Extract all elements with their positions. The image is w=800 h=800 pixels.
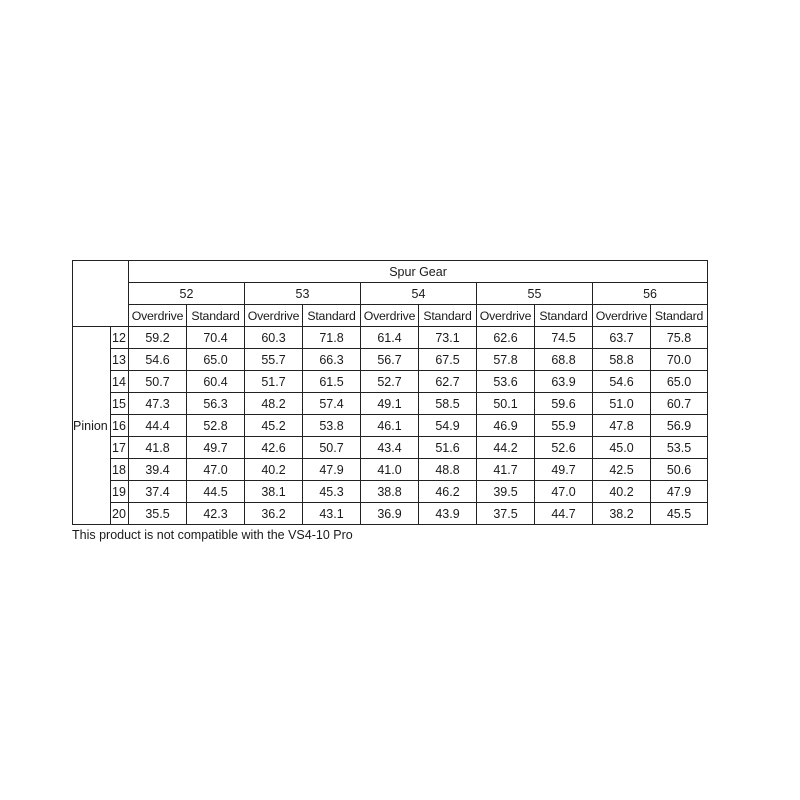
ratio-cell: 74.5 (535, 327, 593, 349)
standard-header: Standard (535, 305, 593, 327)
pinion-tooth-count: 12 (111, 327, 129, 349)
ratio-cell: 41.0 (361, 459, 419, 481)
table-row (73, 481, 708, 503)
overdrive-header: Overdrive (129, 305, 187, 327)
ratio-cell: 51.6 (419, 437, 477, 459)
ratio-cell: 53.6 (477, 371, 535, 393)
ratio-cell: 67.5 (419, 349, 477, 371)
ratio-cell: 37.5 (477, 503, 535, 525)
ratio-cell: 57.4 (303, 393, 361, 415)
ratio-cell: 52.7 (361, 371, 419, 393)
ratio-cell: 65.0 (187, 349, 245, 371)
ratio-cell: 39.5 (477, 481, 535, 503)
ratio-cell: 48.8 (419, 459, 477, 481)
gear-ratio-table (72, 260, 708, 525)
pinion-label: Pinion (73, 327, 111, 525)
gear-ratio-chart (72, 260, 707, 542)
ratio-cell: 49.7 (187, 437, 245, 459)
ratio-cell: 43.4 (361, 437, 419, 459)
ratio-cell: 45.5 (651, 503, 708, 525)
pinion-tooth-count: 19 (111, 481, 129, 503)
ratio-cell: 46.2 (419, 481, 477, 503)
table-row (73, 327, 708, 349)
ratio-cell: 45.2 (245, 415, 303, 437)
ratio-cell: 38.1 (245, 481, 303, 503)
ratio-cell: 44.7 (535, 503, 593, 525)
ratio-cell: 57.8 (477, 349, 535, 371)
ratio-cell: 49.7 (535, 459, 593, 481)
overdrive-header: Overdrive (477, 305, 535, 327)
overdrive-header: Overdrive (245, 305, 303, 327)
table-row (73, 503, 708, 525)
ratio-cell: 40.2 (593, 481, 651, 503)
ratio-cell: 50.1 (477, 393, 535, 415)
ratio-cell: 43.1 (303, 503, 361, 525)
ratio-cell: 47.9 (303, 459, 361, 481)
ratio-cell: 62.7 (419, 371, 477, 393)
table-row (73, 349, 708, 371)
ratio-cell: 46.1 (361, 415, 419, 437)
ratio-cell: 47.3 (129, 393, 187, 415)
ratio-cell: 48.2 (245, 393, 303, 415)
overdrive-header: Overdrive (593, 305, 651, 327)
spur-size-header: 56 (593, 283, 708, 305)
ratio-cell: 46.9 (477, 415, 535, 437)
spur-gear-header: Spur Gear (129, 261, 708, 283)
ratio-cell: 50.6 (651, 459, 708, 481)
ratio-cell: 61.5 (303, 371, 361, 393)
ratio-cell: 47.8 (593, 415, 651, 437)
ratio-cell: 56.7 (361, 349, 419, 371)
ratio-cell: 49.1 (361, 393, 419, 415)
ratio-cell: 53.5 (651, 437, 708, 459)
ratio-cell: 38.8 (361, 481, 419, 503)
ratio-cell: 42.3 (187, 503, 245, 525)
table-row (73, 371, 708, 393)
ratio-cell: 73.1 (419, 327, 477, 349)
ratio-cell: 55.9 (535, 415, 593, 437)
ratio-cell: 44.2 (477, 437, 535, 459)
ratio-cell: 60.3 (245, 327, 303, 349)
ratio-cell: 66.3 (303, 349, 361, 371)
pinion-tooth-count: 13 (111, 349, 129, 371)
ratio-cell: 63.9 (535, 371, 593, 393)
standard-header: Standard (651, 305, 708, 327)
ratio-cell: 44.4 (129, 415, 187, 437)
ratio-cell: 36.2 (245, 503, 303, 525)
compatibility-note: This product is not compatible with the VS4-10 Pro (72, 528, 353, 542)
ratio-cell: 40.2 (245, 459, 303, 481)
spur-size-header: 54 (361, 283, 477, 305)
ratio-cell: 59.2 (129, 327, 187, 349)
ratio-cell: 35.5 (129, 503, 187, 525)
pinion-tooth-count: 14 (111, 371, 129, 393)
standard-header: Standard (419, 305, 477, 327)
spur-size-header: 55 (477, 283, 593, 305)
header-row-spur-gear (73, 261, 708, 283)
standard-header: Standard (187, 305, 245, 327)
ratio-cell: 59.6 (535, 393, 593, 415)
header-row-spur-sizes (73, 283, 708, 305)
ratio-cell: 42.5 (593, 459, 651, 481)
ratio-cell: 53.8 (303, 415, 361, 437)
header-row-drive-types (73, 305, 708, 327)
ratio-cell: 75.8 (651, 327, 708, 349)
ratio-cell: 54.9 (419, 415, 477, 437)
ratio-cell: 71.8 (303, 327, 361, 349)
ratio-cell: 68.8 (535, 349, 593, 371)
table-row (73, 415, 708, 437)
ratio-cell: 47.9 (651, 481, 708, 503)
pinion-tooth-count: 17 (111, 437, 129, 459)
ratio-cell: 54.6 (593, 371, 651, 393)
ratio-cell: 52.6 (535, 437, 593, 459)
ratio-cell: 41.8 (129, 437, 187, 459)
ratio-cell: 45.3 (303, 481, 361, 503)
ratio-cell: 51.0 (593, 393, 651, 415)
spur-size-header: 52 (129, 283, 245, 305)
ratio-cell: 56.9 (651, 415, 708, 437)
ratio-cell: 42.6 (245, 437, 303, 459)
ratio-cell: 38.2 (593, 503, 651, 525)
standard-header: Standard (303, 305, 361, 327)
pinion-tooth-count: 20 (111, 503, 129, 525)
ratio-cell: 45.0 (593, 437, 651, 459)
ratio-cell: 44.5 (187, 481, 245, 503)
ratio-cell: 56.3 (187, 393, 245, 415)
ratio-cell: 58.8 (593, 349, 651, 371)
ratio-cell: 70.4 (187, 327, 245, 349)
ratio-cell: 62.6 (477, 327, 535, 349)
ratio-cell: 50.7 (129, 371, 187, 393)
ratio-cell: 39.4 (129, 459, 187, 481)
ratio-cell: 47.0 (535, 481, 593, 503)
ratio-cell: 51.7 (245, 371, 303, 393)
ratio-cell: 58.5 (419, 393, 477, 415)
table-row (73, 437, 708, 459)
ratio-cell: 60.4 (187, 371, 245, 393)
ratio-cell: 63.7 (593, 327, 651, 349)
ratio-cell: 61.4 (361, 327, 419, 349)
ratio-cell: 52.8 (187, 415, 245, 437)
spur-size-header: 53 (245, 283, 361, 305)
pinion-tooth-count: 15 (111, 393, 129, 415)
overdrive-header: Overdrive (361, 305, 419, 327)
ratio-cell: 55.7 (245, 349, 303, 371)
pinion-tooth-count: 18 (111, 459, 129, 481)
ratio-cell: 54.6 (129, 349, 187, 371)
corner-cell (73, 261, 129, 327)
ratio-cell: 37.4 (129, 481, 187, 503)
ratio-cell: 43.9 (419, 503, 477, 525)
ratio-cell: 47.0 (187, 459, 245, 481)
table-row (73, 393, 708, 415)
ratio-cell: 36.9 (361, 503, 419, 525)
ratio-cell: 60.7 (651, 393, 708, 415)
pinion-tooth-count: 16 (111, 415, 129, 437)
ratio-cell: 50.7 (303, 437, 361, 459)
ratio-cell: 70.0 (651, 349, 708, 371)
ratio-cell: 41.7 (477, 459, 535, 481)
table-row (73, 459, 708, 481)
ratio-cell: 65.0 (651, 371, 708, 393)
